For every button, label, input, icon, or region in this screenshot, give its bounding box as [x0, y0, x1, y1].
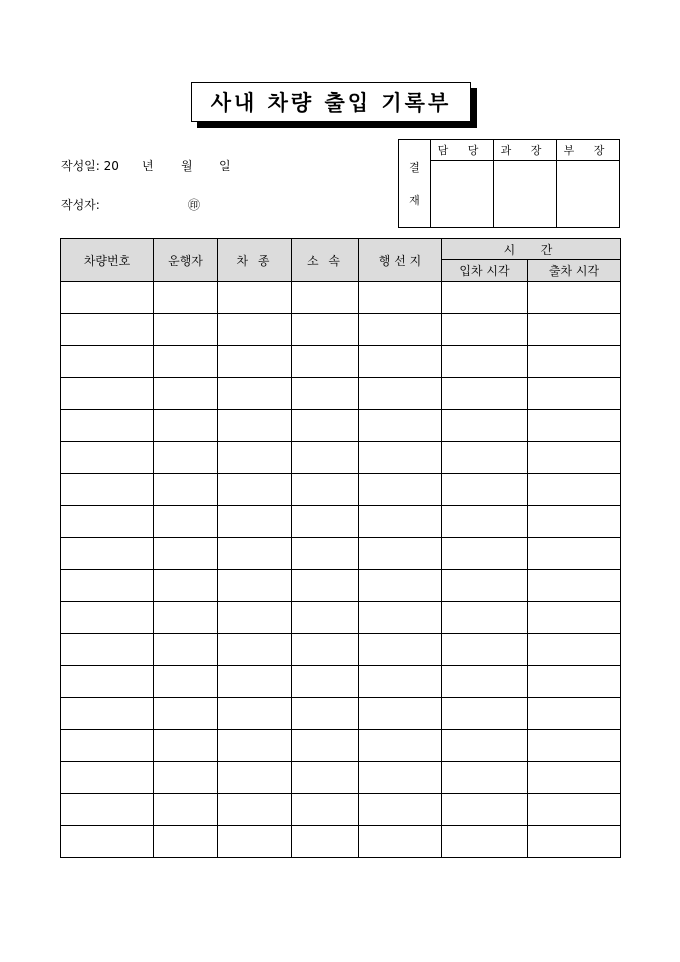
cell-entry-time[interactable] [442, 410, 528, 442]
cell-driver[interactable] [154, 666, 218, 698]
cell-driver[interactable] [154, 794, 218, 826]
cell-department[interactable] [292, 346, 359, 378]
cell-vehicle-type[interactable] [218, 698, 292, 730]
cell-entry-time[interactable] [442, 378, 528, 410]
cell-vehicle-no[interactable] [61, 378, 154, 410]
year-label: 년 [142, 159, 154, 173]
cell-destination[interactable] [359, 410, 442, 442]
table-row [61, 378, 621, 410]
cell-driver[interactable] [154, 506, 218, 538]
cell-driver[interactable] [154, 378, 218, 410]
cell-entry-time[interactable] [442, 698, 528, 730]
seal-mark: ㊞ [188, 198, 201, 212]
cell-vehicle-type[interactable] [218, 762, 292, 794]
cell-exit-time[interactable] [528, 442, 621, 474]
cell-destination[interactable] [359, 570, 442, 602]
cell-destination[interactable] [359, 666, 442, 698]
author-label: 작성자: [61, 198, 100, 212]
table-row [61, 442, 621, 474]
cell-entry-time[interactable] [442, 314, 528, 346]
cell-department[interactable] [292, 762, 359, 794]
col-entry-time: 입차 시각 [442, 260, 528, 282]
table-row [61, 346, 621, 378]
cell-vehicle-type[interactable] [218, 442, 292, 474]
col-destination: 행 선 지 [359, 239, 442, 282]
cell-vehicle-no[interactable] [61, 410, 154, 442]
cell-entry-time[interactable] [442, 794, 528, 826]
cell-vehicle-no[interactable] [61, 762, 154, 794]
vehicle-log-table [60, 238, 621, 858]
cell-entry-time[interactable] [442, 570, 528, 602]
cell-vehicle-no[interactable] [61, 730, 154, 762]
cell-department[interactable] [292, 474, 359, 506]
cell-vehicle-type[interactable] [218, 794, 292, 826]
cell-department[interactable] [292, 570, 359, 602]
table-row [61, 826, 621, 858]
cell-department[interactable] [292, 506, 359, 538]
cell-vehicle-type[interactable] [218, 314, 292, 346]
cell-exit-time[interactable] [528, 666, 621, 698]
approval-header-manager: 과 장 [494, 140, 557, 161]
approval-header-director: 부 장 [557, 140, 620, 161]
cell-department[interactable] [292, 410, 359, 442]
cell-destination[interactable] [359, 538, 442, 570]
cell-vehicle-no[interactable] [61, 474, 154, 506]
cell-entry-time[interactable] [442, 506, 528, 538]
cell-destination[interactable] [359, 282, 442, 314]
day-label: 일 [219, 159, 231, 173]
col-exit-time: 출차 시각 [528, 260, 621, 282]
cell-department[interactable] [292, 442, 359, 474]
cell-vehicle-no[interactable] [61, 826, 154, 858]
cell-exit-time[interactable] [528, 282, 621, 314]
table-row [61, 474, 621, 506]
table-row [61, 698, 621, 730]
cell-vehicle-no[interactable] [61, 346, 154, 378]
table-row [61, 410, 621, 442]
cell-driver[interactable] [154, 602, 218, 634]
cell-entry-time[interactable] [442, 282, 528, 314]
approval-box [398, 139, 620, 228]
cell-exit-time[interactable] [528, 634, 621, 666]
table-row [61, 602, 621, 634]
table-row [61, 570, 621, 602]
cell-department[interactable] [292, 314, 359, 346]
cell-destination[interactable] [359, 826, 442, 858]
approval-side-label [399, 140, 431, 228]
cell-vehicle-no[interactable] [61, 698, 154, 730]
cell-entry-time[interactable] [442, 538, 528, 570]
cell-vehicle-type[interactable] [218, 826, 292, 858]
cell-exit-time[interactable] [528, 762, 621, 794]
cell-driver[interactable] [154, 282, 218, 314]
cell-destination[interactable] [359, 346, 442, 378]
cell-destination[interactable] [359, 442, 442, 474]
cell-exit-time[interactable] [528, 314, 621, 346]
cell-entry-time[interactable] [442, 602, 528, 634]
cell-vehicle-type[interactable] [218, 666, 292, 698]
table-row [61, 762, 621, 794]
cell-driver[interactable] [154, 570, 218, 602]
cell-exit-time[interactable] [528, 570, 621, 602]
cell-driver[interactable] [154, 474, 218, 506]
cell-department[interactable] [292, 378, 359, 410]
col-driver: 운행자 [154, 239, 218, 282]
cell-department[interactable] [292, 282, 359, 314]
cell-department[interactable] [292, 666, 359, 698]
cell-exit-time[interactable] [528, 346, 621, 378]
cell-driver[interactable] [154, 442, 218, 474]
cell-vehicle-type[interactable] [218, 506, 292, 538]
col-department: 소 속 [292, 239, 359, 282]
cell-destination[interactable] [359, 602, 442, 634]
cell-entry-time[interactable] [442, 634, 528, 666]
cell-vehicle-type[interactable] [218, 282, 292, 314]
table-row [61, 314, 621, 346]
cell-vehicle-type[interactable] [218, 570, 292, 602]
cell-driver[interactable] [154, 698, 218, 730]
document-title: 사내 차량 출입 기록부 [191, 82, 471, 122]
cell-vehicle-type[interactable] [218, 378, 292, 410]
cell-exit-time[interactable] [528, 698, 621, 730]
cell-exit-time[interactable] [528, 474, 621, 506]
cell-destination[interactable] [359, 474, 442, 506]
table-row [61, 666, 621, 698]
cell-vehicle-no[interactable] [61, 506, 154, 538]
cell-destination[interactable] [359, 794, 442, 826]
cell-exit-time[interactable] [528, 602, 621, 634]
date-label: 작성일: 20 [61, 159, 119, 173]
table-row [61, 538, 621, 570]
cell-entry-time[interactable] [442, 666, 528, 698]
cell-exit-time[interactable] [528, 794, 621, 826]
cell-entry-time[interactable] [442, 346, 528, 378]
approval-sign-director[interactable] [557, 161, 620, 228]
col-vehicle-type: 차 종 [218, 239, 292, 282]
cell-vehicle-no[interactable] [61, 442, 154, 474]
cell-driver[interactable] [154, 762, 218, 794]
cell-vehicle-type[interactable] [218, 730, 292, 762]
cell-vehicle-no[interactable] [61, 794, 154, 826]
approval-side-top: 결 [409, 160, 420, 174]
cell-driver[interactable] [154, 826, 218, 858]
cell-exit-time[interactable] [528, 538, 621, 570]
table-row [61, 506, 621, 538]
approval-sign-manager[interactable] [494, 161, 557, 228]
month-label: 월 [181, 159, 193, 173]
approval-header-staff: 담 당 [431, 140, 494, 161]
table-row [61, 794, 621, 826]
cell-destination[interactable] [359, 314, 442, 346]
approval-sign-staff[interactable] [431, 161, 494, 228]
cell-department[interactable] [292, 730, 359, 762]
cell-department[interactable] [292, 538, 359, 570]
cell-driver[interactable] [154, 538, 218, 570]
cell-vehicle-type[interactable] [218, 538, 292, 570]
cell-department[interactable] [292, 794, 359, 826]
cell-vehicle-type[interactable] [218, 474, 292, 506]
cell-exit-time[interactable] [528, 506, 621, 538]
cell-driver[interactable] [154, 410, 218, 442]
cell-driver[interactable] [154, 346, 218, 378]
cell-vehicle-type[interactable] [218, 346, 292, 378]
cell-department[interactable] [292, 602, 359, 634]
cell-driver[interactable] [154, 314, 218, 346]
cell-entry-time[interactable] [442, 730, 528, 762]
cell-vehicle-no[interactable] [61, 538, 154, 570]
table-row [61, 634, 621, 666]
cell-exit-time[interactable] [528, 730, 621, 762]
approval-side-bottom: 재 [409, 193, 420, 207]
cell-vehicle-no[interactable] [61, 602, 154, 634]
cell-vehicle-no[interactable] [61, 634, 154, 666]
cell-entry-time[interactable] [442, 826, 528, 858]
cell-destination[interactable] [359, 698, 442, 730]
cell-vehicle-type[interactable] [218, 634, 292, 666]
cell-vehicle-type[interactable] [218, 410, 292, 442]
cell-driver[interactable] [154, 730, 218, 762]
cell-driver[interactable] [154, 634, 218, 666]
cell-destination[interactable] [359, 730, 442, 762]
cell-destination[interactable] [359, 762, 442, 794]
cell-destination[interactable] [359, 378, 442, 410]
table-row [61, 282, 621, 314]
cell-entry-time[interactable] [442, 442, 528, 474]
cell-exit-time[interactable] [528, 378, 621, 410]
cell-department[interactable] [292, 698, 359, 730]
cell-vehicle-no[interactable] [61, 570, 154, 602]
cell-entry-time[interactable] [442, 474, 528, 506]
cell-department[interactable] [292, 826, 359, 858]
cell-destination[interactable] [359, 634, 442, 666]
col-time: 시 간 [442, 239, 621, 260]
cell-vehicle-type[interactable] [218, 602, 292, 634]
table-row [61, 730, 621, 762]
cell-vehicle-no[interactable] [61, 314, 154, 346]
cell-exit-time[interactable] [528, 410, 621, 442]
cell-vehicle-no[interactable] [61, 666, 154, 698]
document-title-block [191, 82, 475, 128]
cell-department[interactable] [292, 634, 359, 666]
cell-entry-time[interactable] [442, 762, 528, 794]
cell-vehicle-no[interactable] [61, 282, 154, 314]
col-vehicle-no: 차량번호 [61, 239, 154, 282]
cell-destination[interactable] [359, 506, 442, 538]
cell-exit-time[interactable] [528, 826, 621, 858]
